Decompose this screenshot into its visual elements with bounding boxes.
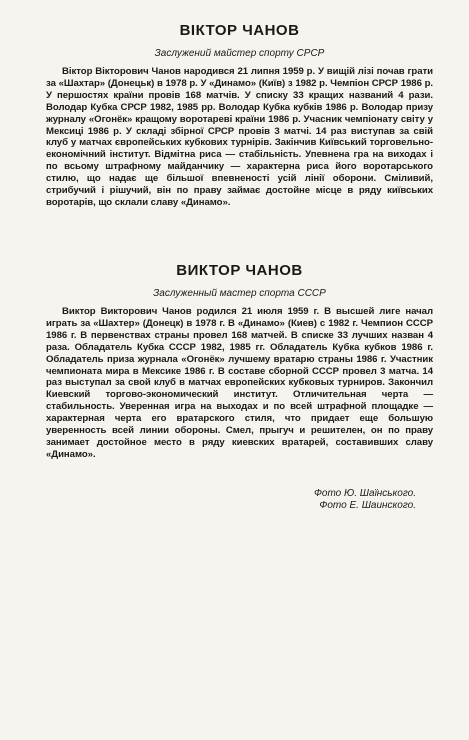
photo-credit-russian: Фото Е. Шаинского. — [319, 500, 416, 511]
ukrainian-body: Віктор Вікторович Чанов народився 21 липня 1959 р. У вищій лізі почав грати за «Шахтар» (Донецьк) в 1978 р. У «Динамо» (Київ) з 1982 р. Чемпіон СРСР 1986 р. У першостях країни провів 168 матчів. У списку 33 кращих названий 4 рази. Володар Кубка СРСР 1982, 1985 рр. Володар Кубка кубків 1986 р. Володар призу журналу «Огонёк» кращому воротареві країни 1986 р. Учасник чемпіонату світу у Мексиці 1986 р. У складі збірної СРСР провів 3 матчі. 14 раз виступав за свій клуб у матчах європейських кубкових турнірів. Закінчив Київський торговельно-економічний інститут. Відмітна риса — стабільність. Упевнена гра на виходах і по всьому штрафному майданчику — характерна риса його воротарського стилю, що надає ще більшої впевненості усій лінії оборони. Сміливий, стрибучий і рішучий, він по праву займає достойне місце в ряду київських воротарів, що склали славу «Динамо». — [46, 66, 433, 208]
photo-credits — [240, 488, 416, 512]
ukrainian-section — [46, 22, 433, 209]
russian-title: ВИКТОР ЧАНОВ — [176, 262, 303, 279]
ukrainian-subtitle: Заслужений майстер спорту СРСР — [154, 48, 325, 59]
russian-subtitle: Заслуженный мастер спорта СССР — [153, 288, 326, 299]
russian-body: Виктор Викторович Чанов родился 21 июля 1959 г. В высшей лиге начал играть за «Шахтер» (Донецк) в 1978 г. В «Динамо» (Киев) с 1982 г. Чемпион СССР 1986 г. В первенствах страны провел 168 матчей. В списке 33 лучших назван 4 раза. Обладатель Кубка СССР 1982, 1985 гг. Обладатель Кубка кубков 1986 г. Обладатель приза журнала «Огонёк» лучшему вратарю страны 1986 г. Участник чемпионата мира в Мексике 1986 г. В составе сборной СССР провел 3 матча. 14 раз выступал за свой клуб в матчах европейских кубковых турниров. Закончил Киевский торгово-экономический институт. Отличительная черта — стабильность. Уверенная игра на выходах и по всей штрафной площадке — характерная черта его вратарского стиля, что придает еще большую уверенность всей линии обороны. Смел, прыгуч и решителен, он по праву занимает достойное место в ряду киевских вратарей, составивших славу «Динамо». — [46, 306, 433, 460]
russian-section — [46, 262, 433, 461]
photo-credit-ukrainian: Фото Ю. Шаїнського. — [313, 488, 416, 499]
ukrainian-title: ВІКТОР ЧАНОВ — [179, 22, 300, 39]
